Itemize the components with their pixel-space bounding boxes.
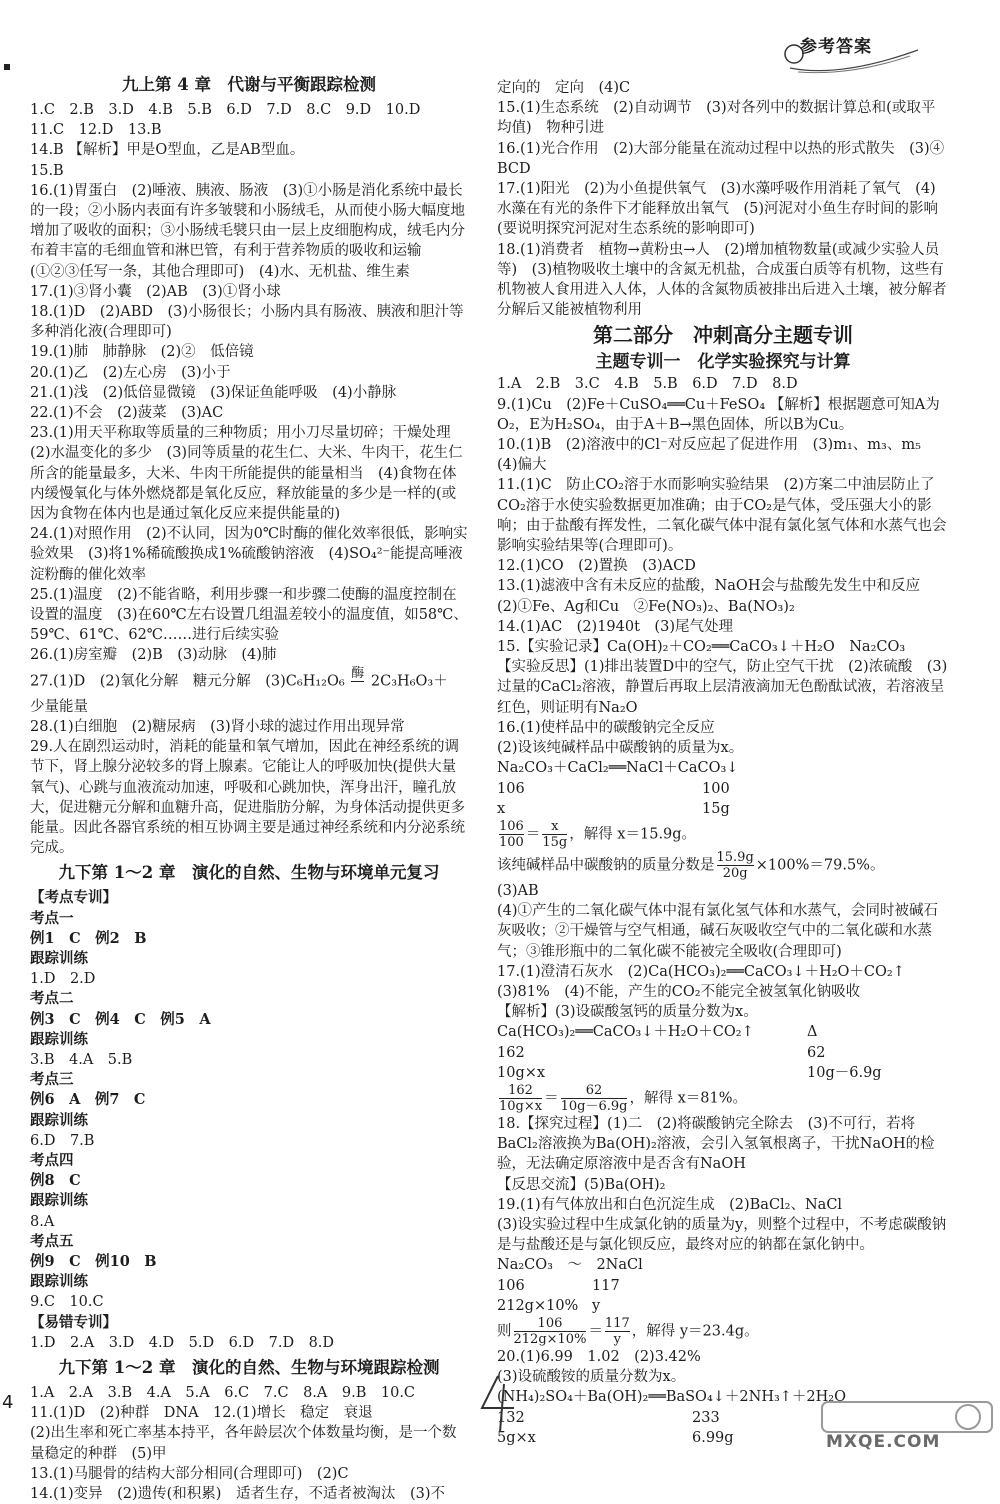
- answer-line: 17.(1)阳光 (2)为小鱼提供氧气 (3)水藻呼吸作用消耗了氧气 (4)水藻在有光的条件下才能释放出氧气 (5)河泥对小鱼生存时间的影响(要说明探究河泥对生态系统的影响即可): [497, 181, 939, 238]
- watermark-text: MXQE.COM: [826, 1432, 941, 1452]
- answer-line: 15.B: [30, 162, 64, 179]
- answer-line: 14.(1)AC (2)1940t (3)尾气处理: [497, 618, 733, 635]
- calc-cell: 162: [497, 1044, 525, 1061]
- fraction: [717, 850, 754, 881]
- left-column: [30, 70, 468, 1504]
- calc-row: [497, 779, 949, 799]
- numerator: 15.9g: [716, 849, 754, 865]
- answer-line: 17.(1)澄清石灰水 (2)Ca(HCO₃)₂══CaCO₃↓＋H₂O＋CO₂↑: [497, 963, 905, 980]
- answer-line: 18.【探究过程】(1)二 (2)将碳酸钠完全除去 (3)不可行，若将BaCl₂溶液换为Ba(OH)₂溶液，会引入氢氧根离子，干扰NaOH的检验，无法确定原溶液中是否含有NaOH: [497, 1115, 935, 1173]
- answer-line: 16.(1)光合作用 (2)大部分能量在流动过程中以热的形式散失 (3)④ BCD: [497, 140, 959, 177]
- calc-cell: 10g×x: [497, 1064, 546, 1081]
- denominator: 20g: [722, 865, 748, 881]
- corner-mark: [4, 64, 10, 70]
- answer-line: 例6 A 例7 C: [30, 1091, 146, 1109]
- subsection-label: 考点二: [30, 990, 74, 1008]
- answer-line: 少量能量: [30, 698, 88, 715]
- subsection-label: 考点四: [30, 1151, 74, 1169]
- equation-line: Na₂CO₃＋CaCl₂══NaCl＋CaCO₃↓: [497, 760, 739, 777]
- answer-line: 11.C 12.D 13.B: [30, 122, 162, 139]
- subsection-label: 跟踪训练: [30, 1273, 88, 1291]
- topic-title: 主题专训一 化学实验探究与计算: [595, 352, 851, 373]
- calc-cell: 106: [497, 780, 525, 797]
- section-title: 九下第 1～2 章 演化的自然、生物与环境跟踪检测: [58, 1357, 440, 1377]
- condition-label: 酶: [351, 665, 365, 681]
- answer-line: 18.(1)消费者 植物→黄粉虫→人 (2)增加植物数量(或减少实验人员等) (3)植物吸收土壤中的含氮无机盐，合成蛋白质等有机物，这些有机物被人食用进入人体，人体的含氮物质被排出后进入土壤，被分解者分解后又能被植物利用: [497, 241, 947, 319]
- answer-line: 22.(1)不会 (2)菠菜 (3)AC: [30, 405, 224, 422]
- answer-line: 14.(1)变异 (2)遗传(和积累) 适者生存，不适者被淘汰 (3)不: [30, 1486, 445, 1502]
- answer-line: 16.(1)胃蛋白 (2)唾液、胰液、肠液 (3)①小肠是消化系统中最长的一段；②小肠内表面有许多皱襞和小肠绒毛，从而使小肠大幅度地增加了吸收的面积；③小肠绒毛襞只由一层上皮细胞构成，绒毛内分布着丰富的毛细血管和淋巴管，有利于营养物质的吸收和运输(①②③任写一条，其他合理即可) (4)水、无机盐、维生素: [30, 182, 465, 280]
- numerator: 162: [499, 1083, 542, 1099]
- answer-line: 13.(1)马腿骨的结构大部分相同(合理即可) (2)C: [30, 1465, 349, 1482]
- answer-line: (2)出生率和死亡率基本持平，各年龄层次个体数量均衡，是一个数量稳定的种群 (5)甲: [30, 1425, 457, 1462]
- answer-line: 例3 C 例4 C 例5 A: [30, 1010, 211, 1028]
- fraction: [499, 819, 524, 850]
- answer-line: 例9 C 例10 B: [30, 1252, 157, 1270]
- numerator: 62: [561, 1083, 628, 1099]
- equation-right: 2C₃H₆O₃＋: [370, 673, 448, 690]
- answer-line: (3)81% (4)不能，产生的CO₂不能完全被氢氧化钠吸收: [497, 983, 861, 1000]
- answer-line: 10.(1)B (2)溶液中的Cl⁻对反应起了促进作用 (3)m₁、m₃、m₅ (4)偏大: [497, 437, 936, 474]
- answer-line: 12.(1)CO (2)置换 (3)ACD: [497, 558, 696, 575]
- answer-line: 6.D 7.B: [30, 1132, 95, 1149]
- calc-cell: 100: [702, 780, 730, 797]
- answer-line: (3)设硫酸铵的质量分数为x。: [497, 1369, 686, 1386]
- answer-line: 【实验反思】(1)排出装置D中的空气，防止空气干扰 (2)浓硫酸 (3)过量的CaCl₂溶液，静置后再取上层清液滴加无色酚酞试液，若溶液呈红色，则证明有Na₂O: [497, 659, 948, 716]
- numerator: 117: [604, 1315, 630, 1331]
- answer-line: 17.(1)③肾小囊 (2)AB (3)①肾小球: [30, 283, 281, 300]
- answer-line: 19.(1)有气体放出和白色沉淀生成 (2)BaCl₂、NaCl: [497, 1196, 843, 1213]
- answer-banner-title: 参考答案: [800, 37, 872, 57]
- answer-line: 18.(1)D (2)ABD (3)小肠很长；小肠内具有肠液、胰液和胆汁等多种消化液(合理即可): [30, 304, 464, 341]
- result-text: 则: [497, 1323, 512, 1340]
- answer-line: 定向的 定向 (4)C: [497, 80, 631, 96]
- answer-line: 20.(1)乙 (2)左心房 (3)小于: [30, 364, 231, 381]
- denominator: 100: [499, 834, 524, 850]
- calc-row: [497, 1022, 949, 1042]
- answer-line: 14.B 【解析】甲是O型血，乙是AB型血。: [30, 142, 305, 159]
- subsection-label: 跟踪训练: [30, 1192, 88, 1210]
- calc-cell: 5g×x: [497, 1429, 536, 1446]
- section-title: 九下第 1～2 章 演化的自然、生物与环境单元复习: [58, 863, 440, 883]
- proportion-line: 则 $\frac{106}{212g\times 10\%}$ ＝ $\frac{117}{y}$ ，解得 y＝23.4g。: [497, 1315, 759, 1347]
- calc-row: [497, 799, 949, 819]
- result-text: 该纯碱样品中碳酸钠的质量分数是: [497, 857, 715, 874]
- calc-cell: 212g×10%: [497, 1297, 579, 1314]
- answer-line: 24.(1)对照作用 (2)不认同，因为0℃时酶的催化效率很低，影响实验效果 (3)将1%稀硫酸换成1%硫酸钠溶液 (4)SO₄²⁻能提高唾液淀粉酶的催化效率: [30, 526, 468, 583]
- answer-line: 13.(1)滤液中含有未反应的盐酸，NaOH会与盐酸先发生中和反应 (2)①Fe、Ag和Cu ②Fe(NO₃)₂、Ba(NO₃)₂: [497, 578, 935, 615]
- answer-line: 21.(1)浅 (2)低倍显微镜 (3)保证鱼能呼吸 (4)小静脉: [30, 384, 397, 401]
- answer-line: 3.B 4.A 5.B: [30, 1051, 133, 1068]
- answer-line: 8.A: [30, 1213, 55, 1230]
- fraction: [561, 1083, 628, 1114]
- subsection-label: 考点一: [30, 909, 74, 927]
- answer-line: 1.A 2.B 3.C 4.B 5.B 6.D 7.D 8.D: [497, 376, 798, 393]
- fraction: [605, 1316, 630, 1347]
- subsection-label: 跟踪训练: [30, 949, 88, 967]
- result-text: ×100%＝79.5%。: [755, 857, 885, 874]
- denominator: y: [613, 1331, 622, 1347]
- proportion-line: $\frac{162}{10g\times x}$ ＝ $\frac{62}{10g-6.9g}$ ，解得 x＝81%。: [499, 1082, 747, 1114]
- answer-line: 11.(1)D (2)种群 DNA 12.(1)增长 稳定 衰退: [30, 1405, 373, 1422]
- calc-cell: 106: [497, 1277, 525, 1294]
- numerator: 106: [499, 818, 524, 834]
- answer-line: (3)设实验过程中生成氯化钠的质量为y，则整个过程中，不考虑碳酸钠是与盐酸还是与氯化钡反应，最终对应的钠都在氯化钠中。: [497, 1216, 947, 1254]
- subsection-label: 跟踪训练: [30, 1111, 88, 1129]
- answer-line: 例8 C: [30, 1172, 81, 1190]
- result-text: ，解得 x＝81%。: [629, 1090, 747, 1107]
- result-text: ，解得 y＝23.4g。: [631, 1323, 759, 1340]
- denominator: 212g×10%: [513, 1331, 587, 1347]
- equation-line: (NH₄)₂SO₄＋Ba(OH)₂══BaSO₄↓＋2NH₃↑＋2H₂O: [497, 1389, 846, 1406]
- subsection-label: 跟踪训练: [30, 1030, 88, 1048]
- calc-row: [497, 1296, 949, 1316]
- numerator: 106: [514, 1316, 587, 1332]
- calc-cell: 132: [497, 1409, 525, 1426]
- answer-line: 23.(1)用天平称取等质量的三种物质；用小刀尽量切碎；干燥处理 (2)水温变化的多少 (3)同等质量的花生仁、大米、牛肉干，花生仁所含的能量最多，大米、牛肉干所能提供的能量相当 (4)食物在体内缓慢氧化与体外燃烧都是氧化反应，释放能量的多少是一样的(或因为食物在体内也是通过氧化反应来提供能量的): [30, 425, 466, 523]
- result-text: ，解得 x＝15.9g。: [569, 826, 697, 843]
- denominator: 15g: [542, 834, 568, 850]
- section-title: 九上第 4 章 代谢与平衡跟踪检测: [122, 75, 376, 94]
- answer-line: 20.(1)6.99 1.02 (2)3.42%: [497, 1348, 701, 1365]
- subsection-label: 考点三: [30, 1071, 74, 1089]
- answer-line: 25.(1)温度 (2)不能省略，利用步骤一和步骤二使酶的温度控制在设置的温度 (3)在60℃左右设置几组温差较小的温度值，如58℃、59℃、61℃、62℃……进行后续实验: [30, 586, 468, 644]
- numerator: x: [542, 819, 567, 835]
- fraction: [514, 1316, 587, 1347]
- equation-line: [30, 666, 468, 697]
- answer-line: 26.(1)房室瓣 (2)B (3)动脉 (4)肺: [30, 647, 277, 664]
- reaction-condition: [351, 666, 364, 697]
- answer-line: 【解析】(3)设碳酸氢钙的质量分数为x。: [497, 1004, 758, 1021]
- answer-line: (3)AB: [497, 882, 539, 899]
- answer-line: 1.A 2.A 3.B 4.A 5.A 6.C 7.C 8.A 9.B 10.C: [30, 1384, 416, 1401]
- part-title: 第二部分 冲刺高分主题专训: [593, 323, 853, 348]
- answer-line: 1.D 2.A 3.D 4.D 5.D 6.D 7.D 8.D: [30, 1334, 335, 1351]
- proportion-line: [497, 850, 949, 881]
- right-column: [497, 78, 959, 1448]
- answer-line: 1.C 2.B 3.D 4.B 5.B 6.D 7.D 8.C 9.D 10.D: [30, 102, 421, 118]
- heat-sign: Δ: [807, 1024, 818, 1041]
- fraction: [499, 1083, 542, 1114]
- answer-line: 11.(1)C 防止CO₂溶于水而影响实验结果 (2)方案二中油层防止了CO₂溶于水使实验数据更加准确；由于CO₂是气体，受压强大小的影响；由于盐酸有挥发性，二氧化碳气体中混有氯化氢气体和水蒸气也会影响实验结果等(合理即可)。: [497, 477, 947, 555]
- calc-cell: 15g: [702, 800, 730, 817]
- subsection-label: 考点五: [30, 1232, 74, 1250]
- answer-line: 1.D 2.D: [30, 971, 96, 988]
- calc-cell: 62: [807, 1044, 826, 1061]
- answer-line: 9.C 10.C: [30, 1294, 104, 1311]
- answer-line: 例1 C 例2 B: [30, 929, 147, 947]
- equation-line: Na₂CO₃ ～ 2NaCl: [497, 1257, 643, 1274]
- condition-spacer: [351, 682, 364, 697]
- calc-cell: 233: [692, 1409, 720, 1426]
- answer-line: 9.(1)Cu (2)Fe＋CuSO₄══Cu＋FeSO₄ 【解析】根据题意可知A为O₂，E为H₂SO₄，由于A＋B→黑色固体，所以B为Cu。: [497, 396, 940, 433]
- answer-line: 15.(1)生态系统 (2)自动调节 (3)对各列中的数据计算总和(或取平均值) 物种引进: [497, 100, 936, 137]
- answer-line: 19.(1)肺 肺静脉 (2)② 低倍镜: [30, 344, 254, 361]
- calc-cell: 117: [592, 1277, 620, 1294]
- answer-line: (2)设该纯碱样品中碳酸钠的质量为x。: [497, 740, 744, 757]
- subsection-label: 【考点专训】: [30, 889, 117, 907]
- page-number: 4: [2, 1392, 14, 1413]
- calc-cell: 10g－6.9g: [807, 1064, 882, 1081]
- calc-cell: y: [592, 1297, 601, 1314]
- answer-line: 28.(1)白细胞 (2)糖尿病 (3)肾小球的滤过作用出现异常: [30, 718, 405, 735]
- answer-line: 16.(1)使样品中的碳酸钠完全反应: [497, 719, 715, 736]
- answer-line: 【反思交流】(5)Ba(OH)₂: [497, 1176, 666, 1193]
- subsection-label: 【易错专训】: [30, 1313, 117, 1331]
- equation-cell: Ca(HCO₃)₂══CaCO₃↓＋H₂O＋CO₂↑: [497, 1024, 754, 1041]
- calc-cell: x: [497, 800, 506, 817]
- fraction: [542, 819, 567, 850]
- calc-row: [497, 1043, 949, 1063]
- answer-line: 15.【实验记录】Ca(OH)₂＋CO₂══CaCO₃↓＋H₂O Na₂CO₃: [497, 639, 906, 656]
- calc-cell: 6.99g: [692, 1429, 734, 1446]
- answer-line: (4)①产生的二氧化碳气体中混有氯化氢气体和水蒸气，会同时被碱石灰吸收；②干燥管与空气相通，碱石灰吸收空气中的二氧化碳和水蒸气；③锥形瓶中的二氧化碳不能被完全吸收(合理即可): [497, 903, 939, 960]
- answer-line: 29.人在剧烈运动时，消耗的能量和氧气增加，因此在神经系统的调节下，肾上腺分泌较多的肾上腺素。它能让人的呼吸加快(提供大量氧气)、心跳与血液流动加速，呼吸和心跳加快，浑身出汗，瞳孔放大，促进糖元分解和血糖升高，促进脂肪分解，为身体活动提供更多能量。因此各器官系统的相互协调主要是通过神经系统和内分泌系统完成。: [30, 739, 465, 857]
- calc-row: [497, 1276, 949, 1296]
- denominator: 10g－6.9g: [560, 1098, 628, 1114]
- proportion-line: $\frac{106}{100}$ ＝ $\frac{x}{15g}$ ，解得 x＝15.9g。: [499, 818, 697, 850]
- equation-left: 27.(1)D (2)氧化分解 糖元分解 (3)C₆H₁₂O₆: [30, 673, 345, 690]
- calc-row: [497, 1063, 949, 1083]
- denominator: 10g×x: [499, 1098, 543, 1114]
- handwritten-mark: [470, 1370, 530, 1440]
